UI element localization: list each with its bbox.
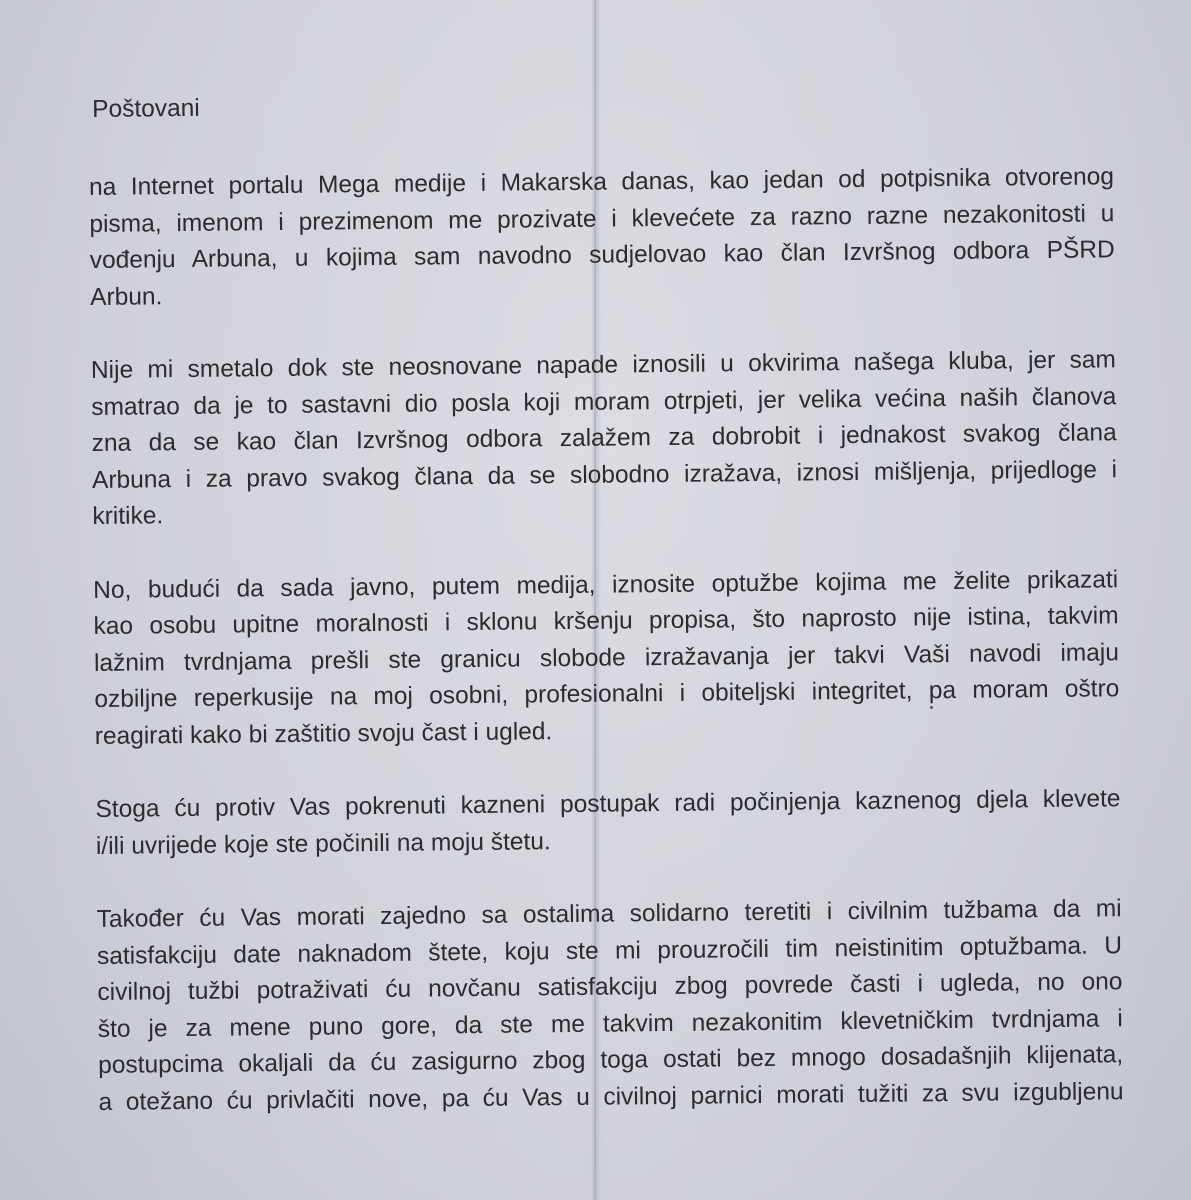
text-line: što je za mene puno gore, da ste me takvim nezakonitim klevetničkim tvrdnjama i xyxy=(97,1004,1123,1043)
text-line: Stoga ću protiv Vas pokrenuti kazneni postupak radi počinjenja kaznenog djela klevete xyxy=(95,785,1121,823)
paragraph-5 xyxy=(96,891,1123,1121)
text-line: satisfakciju date naknadom štete, koju ste mi prouzročili tim neistinitim optužbama. U xyxy=(96,931,1123,970)
text-line: a otežano ću privlačiti nove, pa ću Vas u civilnoj parnici morati tužiti za svu izgubljenu xyxy=(98,1077,1124,1116)
text-line: civilnoj tužbi potraživati ću novčanu satisfakciju zbog povrede časti i ugleda, no ono xyxy=(97,968,1123,1006)
text-line: postupcima okaljali da ću zasigurno zbog toga ostati bez mnogo dosadašnjih klijenata, xyxy=(98,1041,1124,1079)
text-line: na Internet portalu Mega medije i Makarska danas, kao jedan od potpisnika otvorenog xyxy=(88,163,1115,201)
text-line: lažnim tvrdnjama prešli ste granicu slobode izražavanja jer takvi Vaši navodi imaju xyxy=(93,638,1120,677)
text-line: Također ću Vas morati zajedno sa ostalima solidarno teretiti i civilnim tužbama da mi xyxy=(96,895,1122,933)
letter-greeting: Poštovani xyxy=(92,94,200,123)
text-line: pisma, imenom i prezimenom me prozivate i klevećete za razno razne nezakonitosti u xyxy=(89,199,1115,238)
text-line: reagirati kako bi zaštitio svoju čast i ugled. xyxy=(94,717,553,750)
text-line: kao osobu upitne moralnosti i sklonu kršenju propisa, što naprosto nije istina, takvim xyxy=(93,602,1119,640)
letter-body xyxy=(88,81,1124,1158)
text-line: No, budući da sada javno, putem medija, iznosite optužbe kojima me želite prikazati xyxy=(93,565,1119,604)
paragraph-4 xyxy=(95,781,1121,865)
text-line: Nije mi smetalo dok ste neosnovane napade iznosili u okvirima našega kluba, jer sam xyxy=(90,346,1117,384)
text-line: zna da se kao član Izvršnog odbora zalažem za dobrobit i jednakost svakog člana xyxy=(91,419,1117,457)
paragraph-2 xyxy=(91,342,1118,535)
paragraph-3 xyxy=(93,562,1120,755)
text-line: vođenju Arbuna, u kojima sam navodno sudjelovao kao član Izvršnog odbora PŠRD xyxy=(89,236,1115,274)
text-line: kritike. xyxy=(92,502,164,530)
text-line: i/ili uvrijede koje ste počinili na moju štetu. xyxy=(95,827,551,860)
text-line: smatrao da je to sastavni dio posla koji moram otrpjeti, jer velika većina naših članova xyxy=(91,382,1117,421)
text-line: ozbiljne reperkusije na moj osobni, profesionalni i obiteljski integritet, pa moram oštro xyxy=(94,675,1120,713)
text-line: Arbuna i za pravo svakog člana da se slobodno izražava, iznosi mišljenja, prijedloge i xyxy=(91,455,1118,494)
paragraph-1 xyxy=(89,159,1115,316)
text-line: Arbun. xyxy=(90,282,163,311)
